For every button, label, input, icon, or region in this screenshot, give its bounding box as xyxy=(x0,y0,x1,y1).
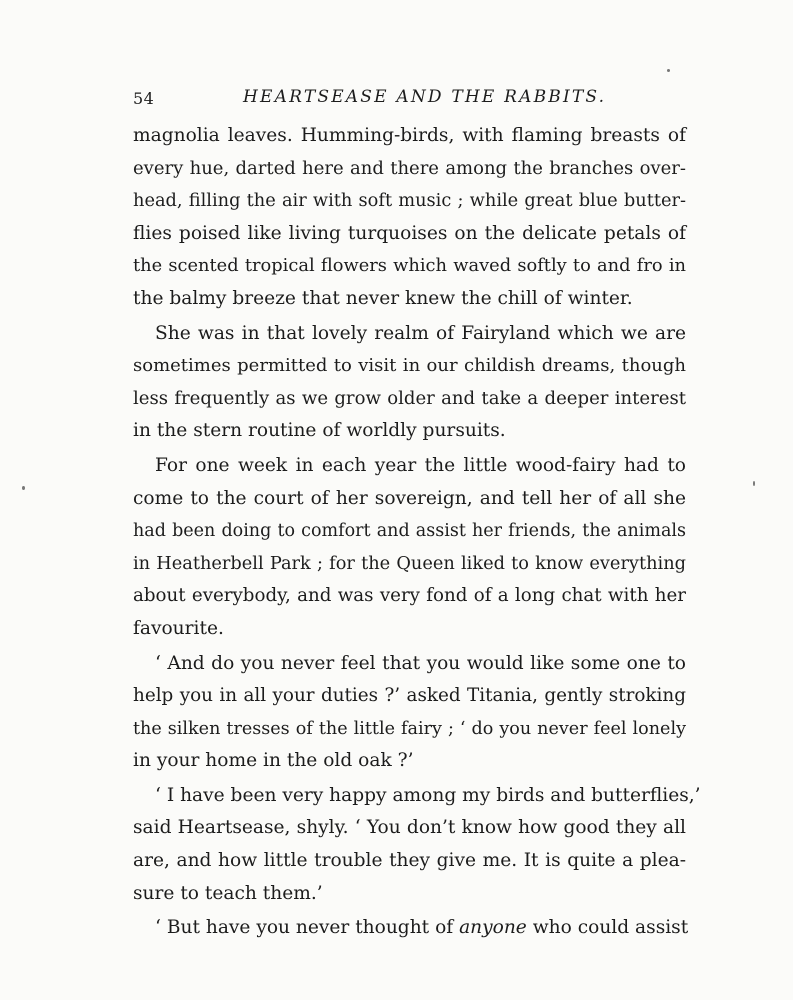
page-number: 54 xyxy=(133,89,155,108)
text-span: who could assist xyxy=(526,917,689,939)
text-line: in the stern routine of worldly pursuits. xyxy=(133,420,506,442)
scan-speck xyxy=(753,481,755,486)
text-line: the silken tresses of the little fairy ; ‘ do you never feel lonely xyxy=(133,718,686,739)
text-line: less frequently as we grow older and take a deeper interest xyxy=(133,387,686,409)
text-line: favourite. xyxy=(133,617,224,639)
text-line: For one week in each year the little wood-fairy had to xyxy=(155,454,686,476)
text-line: head, filling the air with soft music ; while great blue butter- xyxy=(133,190,686,212)
text-line: magnolia leaves. Humming-birds, with flaming breasts of xyxy=(133,125,686,146)
running-title: HEARTSEASE AND THE RABBITS. xyxy=(243,87,607,107)
text-line: ‘ And do you never feel that you would like some one to xyxy=(155,652,686,674)
paragraph xyxy=(133,912,689,945)
page-header xyxy=(133,87,686,113)
text-line: about everybody, and was very fond of a long chat with her xyxy=(133,585,686,607)
text-line: every hue, darted here and there among the branches over- xyxy=(133,157,686,179)
scan-speck xyxy=(22,486,25,490)
text-span: ‘ But have you never thought of xyxy=(155,917,460,939)
text-line: in your home in the old oak ?’ xyxy=(133,750,414,772)
text-line: the scented tropical flowers which waved softly to and fro in xyxy=(133,255,686,277)
text-line xyxy=(133,912,689,945)
emphasis-text: anyone xyxy=(459,917,527,939)
text-line: are, and how little trouble they give me. It is quite a plea- xyxy=(133,850,686,872)
text-line: ‘ I have been very happy among my birds and butterflies,’ xyxy=(155,784,701,806)
text-line: the balmy breeze that never knew the chill of winter. xyxy=(133,287,633,309)
paragraph xyxy=(133,780,701,910)
text-line: sure to teach them.’ xyxy=(133,882,323,904)
paragraph xyxy=(133,648,686,778)
paragraph xyxy=(133,450,686,646)
paragraph xyxy=(133,318,686,448)
text-line: She was in that lovely realm of Fairyland which we are xyxy=(155,322,686,344)
text-line: help you in all your duties ?’ asked Titania, gently stroking xyxy=(133,685,686,707)
text-line: had been doing to comfort and assist her friends, the animals xyxy=(133,521,686,542)
text-line: said Heartsease, shyly. ‘ You don’t know how good they all xyxy=(133,817,686,839)
paragraph xyxy=(133,120,686,316)
text-line: in Heatherbell Park ; for the Queen liked to know everything xyxy=(133,553,686,574)
text-line: flies poised like living turquoises on the delicate petals of xyxy=(133,222,686,244)
body-text xyxy=(133,120,701,945)
scan-speck xyxy=(667,69,670,72)
text-line: come to the court of her sovereign, and tell her of all she xyxy=(133,487,686,509)
text-line: sometimes permitted to visit in our childish dreams, though xyxy=(133,355,686,377)
